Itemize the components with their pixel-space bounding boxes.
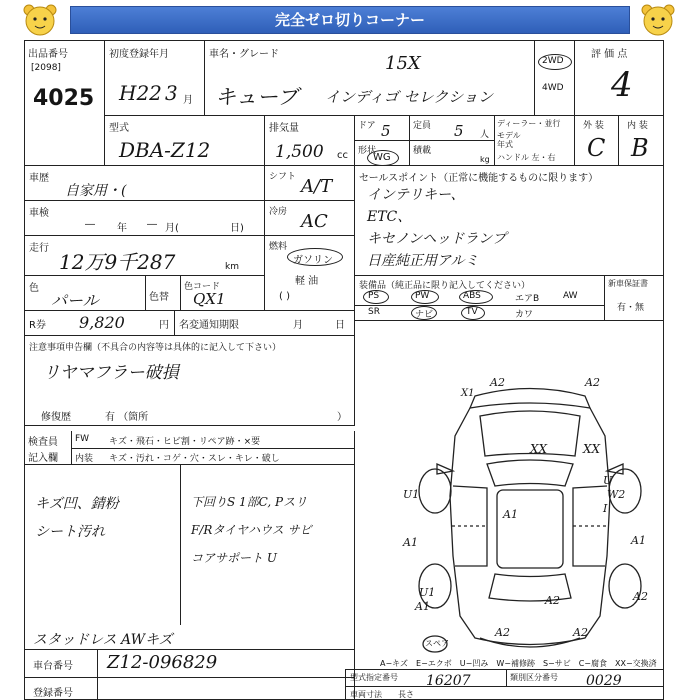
damage-mark: U1	[419, 586, 436, 599]
shift-value: A/T	[301, 176, 333, 197]
equipment-label: 装備品（純正品に限り記入してください）	[359, 281, 531, 291]
history-label: 車歴	[29, 173, 49, 184]
shape-value: WG	[373, 152, 391, 163]
color-label: 色	[29, 283, 39, 294]
interior-cell	[619, 116, 663, 166]
damage-mark: X1	[461, 388, 475, 399]
registration-cell	[25, 678, 355, 700]
inspection-year: 年	[117, 223, 127, 234]
chassis-cell	[25, 650, 355, 678]
length-label: 長さ	[398, 690, 414, 699]
name-label: 車名・グレード	[209, 49, 279, 60]
interior-grade: B	[631, 134, 649, 162]
damage-mark: A2	[573, 626, 588, 639]
load-cell	[410, 141, 495, 166]
damage-mark: W2	[607, 488, 626, 501]
ac-cell	[265, 201, 355, 236]
equip-pw: PW	[415, 291, 430, 301]
damage-marks	[395, 376, 665, 661]
sales-line: ETC、	[367, 209, 412, 225]
shift-label: シフト	[269, 172, 297, 182]
notes-cell	[25, 336, 355, 426]
fuel-other: ( )	[279, 291, 290, 302]
dealer-cell	[495, 116, 575, 166]
recycle-label: R券	[29, 320, 46, 331]
notes-text: リヤマフラー破損	[43, 363, 179, 383]
equip-leather: カワ	[515, 310, 534, 320]
interior-label: 内 装	[627, 121, 648, 131]
ac-value: AC	[301, 211, 328, 232]
first-reg-year: H22	[119, 81, 162, 105]
remark-right: F/Rタイヤハウス サビ	[191, 523, 312, 537]
load-label: 積載	[413, 146, 432, 156]
remark-left: キズ凹、錆粉	[35, 496, 119, 512]
header-banner	[0, 0, 700, 40]
category-label: 類別区分番号	[510, 673, 558, 682]
spare-label: スペア	[425, 639, 449, 648]
damage-mark: A1	[415, 600, 430, 613]
fuel-gas: ガソリン	[293, 255, 333, 266]
transfer-month: 月	[293, 320, 303, 331]
damage-mark: A1	[403, 536, 418, 549]
damage-mark: U1	[403, 488, 420, 501]
first-reg-month: 3	[165, 81, 178, 105]
car-name: キューブ	[215, 85, 298, 109]
capacity-unit: 人	[480, 130, 490, 140]
dimension-label: 車両寸法	[350, 690, 382, 699]
inspector-cell	[25, 431, 355, 465]
damage-mark: A2	[495, 626, 510, 639]
recycle-unit: 円	[159, 320, 169, 331]
inspection-day: 日)	[230, 223, 244, 234]
doors-cell	[355, 116, 410, 141]
fw-items: キズ・飛石・ヒビ割・リペア跡・×要	[109, 437, 261, 447]
variant-value: インディゴ セレクション	[325, 88, 493, 106]
sales-points-cell	[355, 166, 663, 276]
chassis-value: Z12-096829	[107, 652, 218, 673]
lot-sub: [2098]	[31, 63, 61, 73]
notes-label: 注意事項申告欄（不具合の内容等は具体的に記入して下さい）	[29, 343, 282, 353]
first-reg-label: 初度登録年月	[109, 49, 169, 60]
repair-label: 修復歴	[41, 412, 71, 423]
registration-label: 登録番号	[33, 688, 73, 699]
equip-navi: ナビ	[415, 310, 434, 320]
score-cell	[575, 41, 663, 116]
grade-value: 15X	[385, 53, 421, 74]
damage-mark: XX	[530, 442, 548, 456]
damage-mark: A1	[503, 508, 518, 521]
color-code: QX1	[193, 290, 226, 308]
damage-mark: I	[603, 502, 608, 515]
damage-mark: U	[603, 474, 613, 487]
damage-mark: A1	[631, 534, 646, 547]
entry-label: 記入欄	[28, 453, 58, 464]
mascot-bear-icon	[640, 2, 676, 38]
model-label: 型式	[109, 123, 129, 134]
handle-label: ハンドル 左・右	[497, 153, 556, 162]
fw-label: FW	[75, 434, 90, 444]
color-code-label: 色コード	[184, 282, 221, 292]
capacity-cell	[410, 116, 495, 141]
equip-aw: AW	[563, 291, 578, 301]
model-year-label: モデル	[497, 131, 521, 140]
mileage-cell	[25, 236, 265, 276]
type-designation-value: 16207	[426, 673, 471, 689]
spec-cell	[345, 669, 663, 700]
dealer-label: ディーラー・並行	[497, 119, 561, 128]
color-value: パール	[51, 291, 99, 310]
lot-cell	[25, 41, 105, 166]
interior-items: キズ・汚れ・コゲ・穴・スレ・キレ・破し	[109, 454, 280, 464]
remark-right: 下回りS 1部C, Pスリ	[191, 495, 308, 509]
score-label: 評 価 点	[591, 49, 628, 60]
equip-airbag: エアB	[515, 294, 540, 304]
capacity-label: 定員	[413, 121, 432, 131]
sales-line: キセノンヘッドランプ	[367, 231, 507, 247]
inspection-dash: ―	[147, 219, 157, 230]
warranty-label: 新車保証書	[608, 279, 648, 288]
color-cell	[25, 276, 265, 311]
history-cell	[25, 166, 265, 201]
damage-mark: A2	[545, 594, 560, 607]
remarks-cell	[25, 465, 355, 650]
history-value: 自家用・(	[65, 183, 127, 199]
fuel-label: 燃料	[269, 242, 288, 252]
fuel-diesel: 軽 油	[295, 276, 319, 287]
displacement-unit: cc	[337, 150, 348, 161]
model-value: DBA-Z12	[119, 138, 211, 162]
warranty-value: 有・無	[617, 303, 645, 313]
warranty-cell	[605, 276, 663, 321]
displacement-label: 排気量	[269, 123, 299, 134]
remark-bottom: スタッドレス AWキズ	[33, 632, 173, 648]
model-cell	[105, 116, 265, 166]
recycle-cell	[25, 311, 175, 336]
transfer-day: 日	[335, 320, 345, 331]
remark-left: シート汚れ	[35, 524, 105, 540]
sales-line: 日産純正用アルミ	[367, 253, 479, 269]
inspection-cell	[25, 201, 265, 236]
fuel-cell	[265, 236, 355, 311]
remark-right: コアサポート U	[191, 551, 277, 565]
repair-close: ）	[337, 412, 347, 423]
transfer-label: 名変通知期限	[179, 320, 239, 331]
ac-label: 冷房	[269, 207, 288, 217]
repair-value: 有 （箇所	[105, 412, 149, 423]
shape-cell	[355, 141, 410, 166]
equip-tv: TV	[466, 307, 478, 317]
exterior-label: 外 装	[583, 121, 604, 131]
inspection-dash: ―	[85, 219, 95, 230]
damage-mark: XX	[583, 442, 601, 456]
inspection-label: 車検	[29, 208, 49, 219]
first-reg-cell	[105, 41, 205, 116]
mileage-unit: km	[225, 262, 239, 272]
name-cell	[205, 41, 535, 116]
mileage-value: 12万9千287	[59, 250, 176, 274]
doors-value: 5	[381, 122, 391, 140]
equip-sr: SR	[368, 307, 380, 317]
doors-label: ドア	[358, 121, 376, 131]
shape-label: 形状	[358, 146, 377, 156]
type-designation-label: 型式指定番号	[350, 673, 398, 682]
displacement-cell	[265, 116, 355, 166]
equipment-cell	[355, 276, 605, 321]
mascot-bear-icon	[22, 2, 58, 38]
load-unit: kg	[480, 155, 490, 164]
score-value: 4	[611, 65, 633, 105]
interior-row-label: 内装	[75, 454, 94, 464]
category-value: 0029	[586, 673, 622, 689]
sales-label: セールスポイント（正常に機能するものに限ります）	[359, 173, 599, 184]
equip-abs: ABS	[463, 291, 481, 301]
equip-ps: PS	[368, 291, 380, 301]
inspector-label: 検査員	[28, 437, 58, 448]
banner-title: 完全ゼロ切りコーナー	[70, 6, 630, 34]
exterior-cell	[575, 116, 619, 166]
damage-mark: A2	[585, 376, 600, 389]
color-tone-label: 色替	[149, 292, 169, 303]
drive-2wd: 2WD	[542, 56, 564, 66]
damage-mark: A2	[633, 590, 648, 603]
inspection-month: 月(	[165, 223, 179, 234]
auction-sheet	[24, 40, 664, 700]
damage-legend: A−キズ E−エクボ U−凹み W−補修跡 S−サビ C−腐食 XX−交換済	[380, 659, 657, 668]
sales-line: インテリキー、	[367, 187, 465, 203]
shift-cell	[265, 166, 355, 201]
chassis-label: 車台番号	[33, 661, 73, 672]
displacement-value: 1,500	[275, 142, 324, 162]
drive-cell	[535, 41, 575, 116]
lot-label: 出品番号	[28, 49, 68, 60]
transfer-cell	[175, 311, 355, 336]
first-reg-month-unit: 月	[183, 95, 193, 106]
year-label: 年式	[497, 140, 513, 149]
drive-4wd: 4WD	[542, 83, 564, 93]
capacity-value: 5	[454, 122, 464, 140]
mileage-label: 走行	[29, 243, 49, 254]
lot-number: 4025	[33, 86, 95, 111]
recycle-value: 9,820	[79, 313, 125, 332]
exterior-grade: C	[587, 134, 606, 162]
damage-mark: A2	[490, 376, 505, 389]
